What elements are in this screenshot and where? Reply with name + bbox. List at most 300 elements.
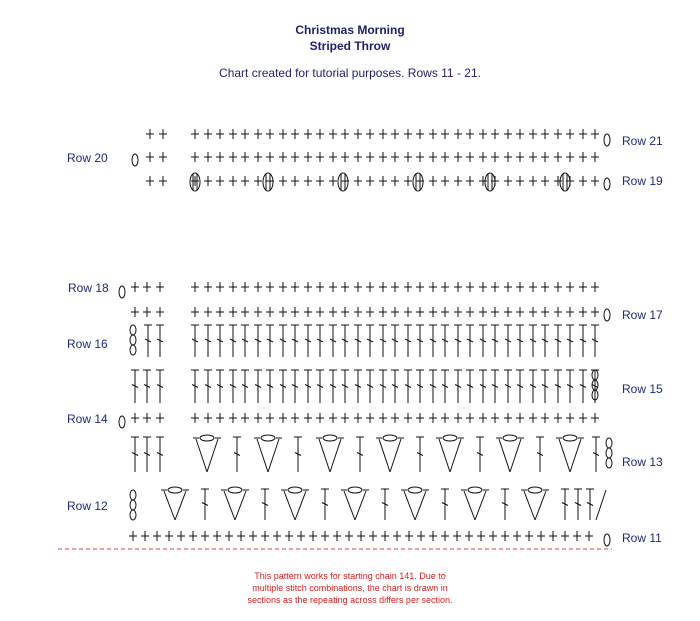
sc-symbol <box>216 152 224 162</box>
sc-symbol <box>204 152 212 162</box>
v-stitch-symbol <box>193 435 221 472</box>
sc-symbol <box>279 307 287 317</box>
dc-symbol <box>466 325 474 357</box>
sc-symbol <box>216 129 224 139</box>
sc-symbol <box>393 531 401 541</box>
sc-symbol <box>441 282 449 292</box>
sc-symbol <box>491 413 499 423</box>
sc-symbol <box>309 531 317 541</box>
sc-symbol <box>291 413 299 423</box>
sc-symbol <box>329 282 337 292</box>
dc-symbol <box>279 370 287 403</box>
sc-symbol <box>525 531 533 541</box>
dc-symbol <box>356 437 364 472</box>
sc-symbol <box>291 152 299 162</box>
dc-symbol <box>216 325 224 357</box>
dc-symbol <box>241 370 249 403</box>
sc-symbol <box>254 176 262 186</box>
sc-symbol <box>554 282 562 292</box>
dc-symbol <box>316 370 324 403</box>
turning-chain-symbol <box>130 345 136 355</box>
pattern-note-line2: multiple stitch combinations, the chart is drawn in <box>252 583 448 593</box>
dc-slant-symbol <box>596 490 606 520</box>
sc-symbol <box>579 176 587 186</box>
sc-symbol <box>579 152 587 162</box>
sc-symbol <box>329 307 337 317</box>
dc-symbol <box>579 370 587 403</box>
sc-symbol <box>156 413 164 423</box>
v-stitch-symbol <box>316 435 344 472</box>
row-14-label: Row 14 <box>67 412 108 426</box>
sc-symbol <box>156 307 164 317</box>
sc-symbol <box>279 176 287 186</box>
sc-symbol <box>504 129 512 139</box>
sc-symbol <box>466 282 474 292</box>
sc-symbol <box>329 129 337 139</box>
dc-symbol <box>579 325 587 357</box>
sc-symbol <box>454 307 462 317</box>
sc-symbol <box>143 413 151 423</box>
dc-symbol <box>454 370 462 403</box>
sc-symbol <box>379 176 387 186</box>
sc-symbol <box>529 282 537 292</box>
sc-symbol <box>466 413 474 423</box>
turning-chain-symbol <box>606 448 612 458</box>
v-stitch-symbol <box>254 435 282 472</box>
row-18-label: Row 18 <box>68 281 109 295</box>
dc-symbol <box>454 325 462 357</box>
sc-symbol <box>541 152 549 162</box>
sc-symbol <box>266 152 274 162</box>
dc-symbol <box>529 370 537 403</box>
sc-symbol <box>489 531 497 541</box>
sc-symbol <box>416 307 424 317</box>
dc-symbol <box>191 370 199 403</box>
sc-symbol <box>304 413 312 423</box>
dc-symbol <box>479 370 487 403</box>
dc-symbol <box>561 489 569 520</box>
sc-symbol <box>341 152 349 162</box>
sc-symbol <box>204 307 212 317</box>
dc-symbol <box>554 370 562 403</box>
v-stitch-symbol <box>521 487 549 520</box>
pattern-note <box>150 570 550 606</box>
sc-symbol <box>591 282 599 292</box>
sc-symbol <box>341 282 349 292</box>
sc-symbol <box>579 307 587 317</box>
sc-symbol <box>366 176 374 186</box>
sc-symbol <box>291 282 299 292</box>
sc-symbol <box>529 413 537 423</box>
sc-symbol <box>554 129 562 139</box>
sc-symbol <box>379 413 387 423</box>
dc-symbol <box>204 370 212 403</box>
row-21-label: Row 21 <box>622 134 663 148</box>
dc-symbol <box>504 325 512 357</box>
sc-symbol <box>391 413 399 423</box>
sc-symbol <box>516 152 524 162</box>
sc-symbol <box>266 129 274 139</box>
chain-symbol <box>604 534 610 546</box>
dc-symbol <box>241 325 249 357</box>
sc-symbol <box>516 129 524 139</box>
sc-symbol <box>304 282 312 292</box>
sc-symbol <box>416 413 424 423</box>
sc-symbol <box>316 176 324 186</box>
sc-symbol <box>453 531 461 541</box>
dc-symbol <box>156 325 164 357</box>
sc-symbol <box>391 307 399 317</box>
sc-symbol <box>513 531 521 541</box>
sc-symbol <box>417 531 425 541</box>
sc-symbol <box>504 152 512 162</box>
sc-symbol <box>466 176 474 186</box>
dc-symbol <box>379 325 387 357</box>
sc-symbol <box>541 413 549 423</box>
sc-symbol <box>466 129 474 139</box>
sc-symbol <box>529 307 537 317</box>
sc-symbol <box>429 413 437 423</box>
dc-symbol <box>131 437 139 472</box>
sc-symbol <box>566 307 574 317</box>
dc-symbol <box>266 370 274 403</box>
dc-symbol <box>291 370 299 403</box>
sc-symbol <box>404 152 412 162</box>
sc-symbol <box>316 282 324 292</box>
sc-symbol <box>254 307 262 317</box>
sc-symbol <box>191 152 199 162</box>
sc-symbol <box>204 413 212 423</box>
sc-symbol <box>191 307 199 317</box>
sc-symbol <box>159 152 167 162</box>
sc-symbol <box>229 176 237 186</box>
chart-subtitle: Chart created for tutorial purposes. Rows 11 - 21. <box>219 66 481 80</box>
dc-symbol <box>354 370 362 403</box>
sc-symbol <box>416 152 424 162</box>
row-17-label: Row 17 <box>622 308 663 322</box>
sc-symbol <box>429 152 437 162</box>
sc-symbol <box>516 176 524 186</box>
dc-symbol <box>201 489 209 520</box>
dc-symbol <box>354 325 362 357</box>
sc-symbol <box>554 152 562 162</box>
sc-symbol <box>254 413 262 423</box>
sc-symbol <box>479 129 487 139</box>
sc-symbol <box>249 531 257 541</box>
sc-symbol <box>477 531 485 541</box>
sc-symbol <box>156 282 164 292</box>
dc-symbol <box>254 370 262 403</box>
dc-symbol <box>504 370 512 403</box>
dc-symbol <box>366 370 374 403</box>
dc-symbol <box>566 370 574 403</box>
sc-symbol <box>366 129 374 139</box>
dc-symbol <box>541 370 549 403</box>
sc-symbol <box>529 176 537 186</box>
sc-symbol <box>405 531 413 541</box>
sc-symbol <box>516 307 524 317</box>
sc-symbol <box>216 413 224 423</box>
sc-symbol <box>316 152 324 162</box>
sc-symbol <box>354 129 362 139</box>
dc-symbol <box>516 325 524 357</box>
sc-symbol <box>441 307 449 317</box>
dc-symbol <box>229 370 237 403</box>
dc-symbol <box>131 370 139 403</box>
sc-symbol <box>354 152 362 162</box>
sc-symbol <box>591 413 599 423</box>
dc-symbol <box>391 370 399 403</box>
sc-symbol <box>404 413 412 423</box>
sc-symbol <box>504 307 512 317</box>
sc-symbol <box>279 282 287 292</box>
sc-symbol <box>225 531 233 541</box>
sc-symbol <box>566 282 574 292</box>
sc-symbol <box>579 282 587 292</box>
sc-symbol <box>304 129 312 139</box>
dc-symbol <box>536 437 544 472</box>
sc-symbol <box>229 152 237 162</box>
dc-symbol <box>501 489 509 520</box>
sc-symbol <box>366 307 374 317</box>
sc-symbol <box>165 531 173 541</box>
v-stitch-symbol <box>376 435 404 472</box>
sc-symbol <box>201 531 209 541</box>
turning-chain-symbol <box>130 490 136 500</box>
dc-symbol <box>591 325 599 357</box>
dc-symbol <box>529 325 537 357</box>
sc-symbol <box>143 307 151 317</box>
sc-symbol <box>381 531 389 541</box>
sc-symbol <box>241 152 249 162</box>
sc-symbol <box>266 413 274 423</box>
sc-symbol <box>159 176 167 186</box>
sc-symbol <box>279 129 287 139</box>
sc-symbol <box>429 307 437 317</box>
sc-symbol <box>285 531 293 541</box>
sc-symbol <box>229 307 237 317</box>
dc-symbol <box>304 325 312 357</box>
sc-symbol <box>304 307 312 317</box>
dc-symbol <box>404 325 412 357</box>
sc-symbol <box>504 176 512 186</box>
sc-symbol <box>541 129 549 139</box>
dc-symbol <box>191 325 199 357</box>
dc-symbol <box>233 437 241 472</box>
dc-symbol <box>491 325 499 357</box>
chain-symbol <box>604 134 610 146</box>
sc-symbol <box>454 176 462 186</box>
sc-symbol <box>429 282 437 292</box>
sc-symbol <box>153 531 161 541</box>
sc-symbol <box>329 176 337 186</box>
sc-symbol <box>366 152 374 162</box>
sc-symbol <box>131 413 139 423</box>
dc-symbol <box>143 370 151 403</box>
dc-symbol <box>341 325 349 357</box>
sc-symbol <box>266 282 274 292</box>
turning-chain-symbol <box>130 510 136 520</box>
sc-symbol <box>454 129 462 139</box>
sc-symbol <box>191 129 199 139</box>
sc-symbol <box>341 307 349 317</box>
sc-symbol <box>146 129 154 139</box>
sc-symbol <box>479 282 487 292</box>
v-stitch-symbol <box>161 487 189 520</box>
sc-symbol <box>404 307 412 317</box>
sc-symbol <box>416 282 424 292</box>
sc-symbol <box>143 282 151 292</box>
dc-symbol <box>204 325 212 357</box>
sc-symbol <box>254 152 262 162</box>
sc-symbol <box>541 176 549 186</box>
popcorn-symbol <box>413 173 423 191</box>
dc-symbol <box>429 325 437 357</box>
dc-symbol <box>479 325 487 357</box>
dc-symbol <box>429 370 437 403</box>
sc-symbol <box>579 129 587 139</box>
popcorn-symbol <box>485 173 495 191</box>
dc-symbol <box>366 325 374 357</box>
turning-chain-symbol <box>606 458 612 468</box>
sc-symbol <box>465 531 473 541</box>
sc-symbol <box>159 129 167 139</box>
sc-symbol <box>404 282 412 292</box>
sc-symbol <box>316 413 324 423</box>
v-stitch-symbol <box>556 435 584 472</box>
sc-symbol <box>354 413 362 423</box>
sc-symbol <box>204 129 212 139</box>
sc-symbol <box>479 413 487 423</box>
v-stitch-symbol <box>281 487 309 520</box>
dc-symbol <box>416 325 424 357</box>
sc-symbol <box>369 531 377 541</box>
sc-symbol <box>304 176 312 186</box>
dc-symbol <box>341 370 349 403</box>
sc-symbol <box>357 531 365 541</box>
sc-symbol <box>241 129 249 139</box>
sc-symbol <box>441 152 449 162</box>
sc-symbol <box>441 129 449 139</box>
chain-symbol <box>604 178 610 190</box>
dc-symbol <box>379 370 387 403</box>
sc-symbol <box>537 531 545 541</box>
dc-symbol <box>316 325 324 357</box>
sc-symbol <box>404 176 412 186</box>
sc-symbol <box>354 307 362 317</box>
chart-title-line1: Christmas Morning <box>295 23 405 37</box>
sc-symbol <box>454 152 462 162</box>
sc-symbol <box>391 129 399 139</box>
sc-symbol <box>466 307 474 317</box>
chain-symbol <box>604 309 610 321</box>
sc-symbol <box>204 176 212 186</box>
sc-symbol <box>379 282 387 292</box>
sc-symbol <box>541 307 549 317</box>
sc-symbol <box>566 413 574 423</box>
sc-symbol <box>333 531 341 541</box>
sc-symbol <box>131 307 139 317</box>
dc-symbol <box>586 489 594 520</box>
dc-symbol <box>261 489 269 520</box>
sc-symbol <box>229 413 237 423</box>
sc-symbol <box>279 152 287 162</box>
popcorn-symbol <box>263 173 273 191</box>
chain-symbol <box>132 154 138 166</box>
sc-symbol <box>416 129 424 139</box>
dc-symbol <box>156 437 164 472</box>
sc-symbol <box>541 282 549 292</box>
sc-symbol <box>561 531 569 541</box>
sc-symbol <box>329 152 337 162</box>
row-16-label: Row 16 <box>67 337 108 351</box>
dc-symbol <box>491 370 499 403</box>
sc-symbol <box>366 413 374 423</box>
sc-symbol <box>213 531 221 541</box>
sc-symbol <box>491 307 499 317</box>
dc-symbol <box>441 489 449 520</box>
dc-symbol <box>216 370 224 403</box>
popcorn-symbol <box>338 173 348 191</box>
sc-symbol <box>379 152 387 162</box>
sc-symbol <box>341 129 349 139</box>
sc-symbol <box>566 152 574 162</box>
sc-symbol <box>441 531 449 541</box>
sc-symbol <box>291 307 299 317</box>
dc-symbol <box>304 370 312 403</box>
turning-chain-symbol <box>130 325 136 335</box>
sc-symbol <box>216 282 224 292</box>
sc-symbol <box>554 413 562 423</box>
turning-chain-symbol <box>130 335 136 345</box>
sc-symbol <box>316 129 324 139</box>
sc-symbol <box>441 176 449 186</box>
sc-symbol <box>404 129 412 139</box>
sc-symbol <box>229 282 237 292</box>
sc-symbol <box>241 282 249 292</box>
sc-symbol <box>591 152 599 162</box>
row-12-label: Row 12 <box>67 499 108 513</box>
sc-symbol <box>354 282 362 292</box>
dc-symbol <box>476 437 484 472</box>
sc-symbol <box>566 129 574 139</box>
dc-symbol <box>321 489 329 520</box>
sc-symbol <box>549 531 557 541</box>
sc-symbol <box>237 531 245 541</box>
sc-symbol <box>204 282 212 292</box>
dc-symbol <box>254 325 262 357</box>
dc-symbol <box>294 437 302 472</box>
sc-symbol <box>146 176 154 186</box>
dc-symbol <box>541 325 549 357</box>
sc-symbol <box>177 531 185 541</box>
sc-symbol <box>391 176 399 186</box>
sc-symbol <box>345 531 353 541</box>
row-19-label: Row 19 <box>622 174 663 188</box>
dc-symbol <box>266 325 274 357</box>
sc-symbol <box>391 152 399 162</box>
sc-symbol <box>229 129 237 139</box>
dc-symbol <box>516 370 524 403</box>
sc-symbol <box>504 282 512 292</box>
sc-symbol <box>529 152 537 162</box>
sc-symbol <box>501 531 509 541</box>
dc-symbol <box>391 325 399 357</box>
sc-symbol <box>189 531 197 541</box>
row-15-label: Row 15 <box>622 382 663 396</box>
sc-symbol <box>321 531 329 541</box>
chain-symbol <box>119 416 125 428</box>
